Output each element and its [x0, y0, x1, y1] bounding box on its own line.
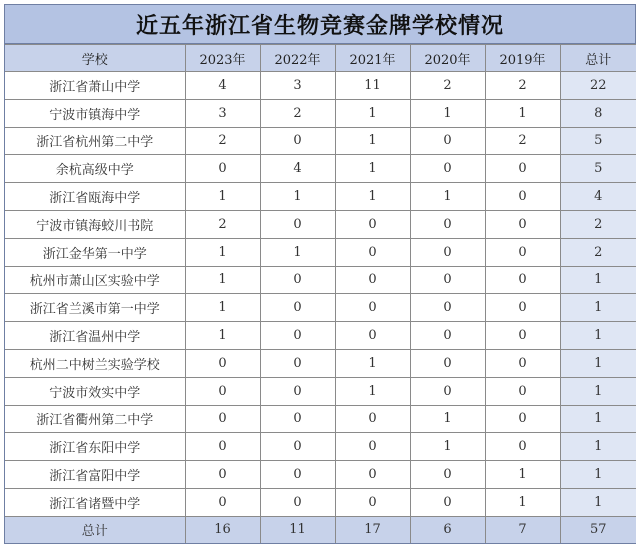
- cell-2022: 0: [260, 349, 335, 377]
- cell-2022: 3: [260, 72, 335, 100]
- school-name: 浙江省兰溪市第一中学: [5, 294, 185, 322]
- cell-2021: 0: [335, 210, 410, 238]
- cell-2022: 0: [260, 210, 335, 238]
- table-row: [5, 322, 636, 350]
- cell-2020: 2: [410, 72, 485, 100]
- cell-2023: 0: [185, 349, 260, 377]
- cell-2020: 0: [410, 238, 485, 266]
- cell-2020: 0: [410, 266, 485, 294]
- cell-2019: 0: [485, 405, 560, 433]
- cell-2022: 0: [260, 461, 335, 489]
- table-row: [5, 377, 636, 405]
- cell-2020: 0: [410, 349, 485, 377]
- cell-total: 8: [560, 99, 636, 127]
- cell-2021: 0: [335, 405, 410, 433]
- cell-2021: 1: [335, 127, 410, 155]
- table-row: [5, 266, 636, 294]
- cell-total: 22: [560, 72, 636, 100]
- cell-2022: 1: [260, 238, 335, 266]
- header-2019: 2019年: [485, 45, 560, 72]
- total-2019: 7: [485, 516, 560, 543]
- table-row: [5, 294, 636, 322]
- cell-2021: 0: [335, 238, 410, 266]
- cell-2022: 0: [260, 488, 335, 516]
- cell-2023: 0: [185, 488, 260, 516]
- cell-2020: 1: [410, 405, 485, 433]
- cell-2020: 0: [410, 461, 485, 489]
- cell-total: 1: [560, 349, 636, 377]
- cell-2019: 0: [485, 433, 560, 461]
- cell-total: 1: [560, 294, 636, 322]
- cell-2023: 4: [185, 72, 260, 100]
- totals-row: [5, 516, 636, 543]
- table-row: [5, 210, 636, 238]
- header-total: 总计: [560, 45, 636, 72]
- cell-2021: 1: [335, 377, 410, 405]
- cell-2021: 11: [335, 72, 410, 100]
- cell-2019: 0: [485, 266, 560, 294]
- cell-2019: 0: [485, 377, 560, 405]
- total-2020: 6: [410, 516, 485, 543]
- header-row: [5, 45, 636, 72]
- cell-2023: 0: [185, 433, 260, 461]
- cell-2020: 0: [410, 155, 485, 183]
- cell-2020: 0: [410, 488, 485, 516]
- cell-2020: 1: [410, 183, 485, 211]
- cell-total: 1: [560, 433, 636, 461]
- school-name: 浙江省衢州第二中学: [5, 405, 185, 433]
- cell-2022: 0: [260, 294, 335, 322]
- cell-2023: 0: [185, 461, 260, 489]
- school-name: 宁波市效实中学: [5, 377, 185, 405]
- grand-total: 57: [560, 516, 636, 543]
- table-row: [5, 461, 636, 489]
- cell-2021: 1: [335, 349, 410, 377]
- header-school: 学校: [5, 45, 185, 72]
- cell-2019: 0: [485, 349, 560, 377]
- school-name: 浙江金华第一中学: [5, 238, 185, 266]
- cell-2021: 0: [335, 322, 410, 350]
- cell-2020: 0: [410, 322, 485, 350]
- cell-2023: 0: [185, 405, 260, 433]
- cell-2020: 0: [410, 127, 485, 155]
- cell-2021: 0: [335, 266, 410, 294]
- cell-2021: 0: [335, 433, 410, 461]
- table-row: [5, 238, 636, 266]
- cell-2023: 1: [185, 294, 260, 322]
- cell-2019: 0: [485, 322, 560, 350]
- cell-2021: 0: [335, 461, 410, 489]
- table-row: [5, 488, 636, 516]
- school-name: 宁波市镇海蛟川书院: [5, 210, 185, 238]
- cell-2023: 3: [185, 99, 260, 127]
- cell-total: 1: [560, 488, 636, 516]
- cell-2022: 0: [260, 127, 335, 155]
- cell-2022: 0: [260, 405, 335, 433]
- cell-2021: 1: [335, 155, 410, 183]
- cell-total: 1: [560, 322, 636, 350]
- school-name: 余杭高级中学: [5, 155, 185, 183]
- cell-2022: 4: [260, 155, 335, 183]
- cell-2023: 0: [185, 155, 260, 183]
- cell-2019: 2: [485, 72, 560, 100]
- school-name: 浙江省杭州第二中学: [5, 127, 185, 155]
- cell-2020: 0: [410, 377, 485, 405]
- school-name: 浙江省瓯海中学: [5, 183, 185, 211]
- cell-total: 4: [560, 183, 636, 211]
- total-2022: 11: [260, 516, 335, 543]
- cell-2020: 1: [410, 433, 485, 461]
- cell-2019: 0: [485, 294, 560, 322]
- cell-2019: 0: [485, 155, 560, 183]
- medal-table: [5, 44, 636, 543]
- table-row: [5, 127, 636, 155]
- total-2021: 17: [335, 516, 410, 543]
- table-row: [5, 349, 636, 377]
- cell-total: 1: [560, 377, 636, 405]
- header-2023: 2023年: [185, 45, 260, 72]
- cell-2022: 2: [260, 99, 335, 127]
- cell-2019: 0: [485, 238, 560, 266]
- cell-2022: 0: [260, 377, 335, 405]
- cell-2022: 1: [260, 183, 335, 211]
- table-row: [5, 72, 636, 100]
- cell-2022: 0: [260, 433, 335, 461]
- cell-2023: 2: [185, 210, 260, 238]
- medal-table-sheet: [4, 4, 636, 544]
- cell-2023: 1: [185, 266, 260, 294]
- cell-2022: 0: [260, 322, 335, 350]
- cell-2019: 0: [485, 210, 560, 238]
- cell-2021: 1: [335, 183, 410, 211]
- cell-2020: 0: [410, 210, 485, 238]
- school-name: 浙江省东阳中学: [5, 433, 185, 461]
- school-name: 浙江省诸暨中学: [5, 488, 185, 516]
- cell-2023: 1: [185, 322, 260, 350]
- table-row: [5, 155, 636, 183]
- table-row: [5, 183, 636, 211]
- cell-2022: 0: [260, 266, 335, 294]
- table-row: [5, 405, 636, 433]
- table-row: [5, 433, 636, 461]
- cell-total: 5: [560, 155, 636, 183]
- cell-2023: 0: [185, 377, 260, 405]
- cell-2019: 1: [485, 461, 560, 489]
- cell-2019: 0: [485, 183, 560, 211]
- cell-total: 5: [560, 127, 636, 155]
- header-2020: 2020年: [410, 45, 485, 72]
- school-name: 浙江省萧山中学: [5, 72, 185, 100]
- cell-2019: 1: [485, 99, 560, 127]
- cell-2023: 2: [185, 127, 260, 155]
- cell-total: 1: [560, 405, 636, 433]
- cell-2021: 1: [335, 99, 410, 127]
- table-title: 近五年浙江省生物竞赛金牌学校情况: [5, 5, 635, 44]
- cell-2019: 2: [485, 127, 560, 155]
- header-2021: 2021年: [335, 45, 410, 72]
- header-2022: 2022年: [260, 45, 335, 72]
- cell-2021: 0: [335, 488, 410, 516]
- cell-2023: 1: [185, 183, 260, 211]
- cell-2021: 0: [335, 294, 410, 322]
- cell-total: 1: [560, 461, 636, 489]
- total-2023: 16: [185, 516, 260, 543]
- cell-total: 2: [560, 210, 636, 238]
- school-name: 浙江省富阳中学: [5, 461, 185, 489]
- cell-2023: 1: [185, 238, 260, 266]
- cell-total: 1: [560, 266, 636, 294]
- table-row: [5, 99, 636, 127]
- school-name: 杭州市萧山区实验中学: [5, 266, 185, 294]
- cell-2020: 1: [410, 99, 485, 127]
- school-name: 浙江省温州中学: [5, 322, 185, 350]
- school-name: 宁波市镇海中学: [5, 99, 185, 127]
- school-name: 杭州二中树兰实验学校: [5, 349, 185, 377]
- totals-label: 总计: [5, 516, 185, 543]
- cell-2019: 1: [485, 488, 560, 516]
- cell-total: 2: [560, 238, 636, 266]
- cell-2020: 0: [410, 294, 485, 322]
